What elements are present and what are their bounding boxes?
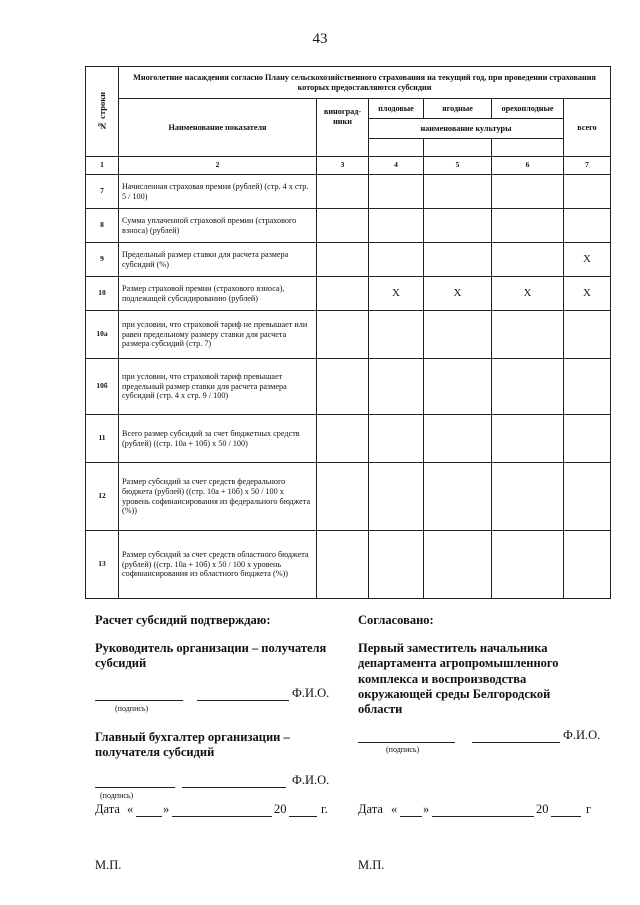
row-number: 10б (86, 359, 119, 415)
col-berry-header: ягодные (424, 99, 492, 119)
row-number: 10а (86, 311, 119, 359)
head-signature-line (95, 700, 183, 701)
table-row (86, 175, 611, 209)
cell-vineyards (317, 277, 369, 311)
accountant-name-line (182, 787, 286, 788)
cell-total (564, 359, 611, 415)
cell-total (564, 463, 611, 531)
table-row (86, 277, 611, 311)
row-label: Начисленная страховая премия (рублей) (стр. 4 х стр. 5 / 100) (119, 175, 317, 209)
cell-total (564, 531, 611, 599)
row-number-header: № строки (96, 92, 107, 131)
cell-nut (492, 243, 564, 277)
crop-name-header: наименование культуры (369, 119, 564, 139)
right-year-suffix: г (586, 802, 592, 816)
cell-total (564, 415, 611, 463)
crop-cell-nut (492, 139, 564, 157)
row-number-header-cell (86, 67, 119, 157)
table-row (86, 531, 611, 599)
cell-berry (424, 415, 492, 463)
row-label: Размер страховой премии (страхового взноса), подлежащей субсидированию (рублей) (119, 277, 317, 311)
cell-fruit (369, 359, 424, 415)
head-signature-caption: (подпись) (115, 704, 149, 713)
deputy-signature-caption: (подпись) (386, 745, 420, 754)
table-row (86, 415, 611, 463)
left-year-suffix: г. (321, 802, 328, 816)
crop-cell-berry (424, 139, 492, 157)
row-number: 8 (86, 209, 119, 243)
cell-fruit: X (369, 277, 424, 311)
cell-vineyards (317, 175, 369, 209)
cell-nut (492, 531, 564, 599)
left-date-label: Дата (95, 802, 120, 816)
left-date-day-line (136, 816, 162, 817)
deputy-signature-line (358, 742, 455, 743)
right-heading: Согласовано: (358, 613, 434, 627)
row-number: 12 (86, 463, 119, 531)
cell-berry (424, 531, 492, 599)
cell-nut (492, 463, 564, 531)
head-title: Руководитель организации – получателя субсидий (95, 641, 327, 671)
column-number: 4 (369, 157, 424, 175)
row-number: 7 (86, 175, 119, 209)
deputy-name-line (472, 742, 560, 743)
col-nut-header: орехоплодные (492, 99, 564, 119)
table-row (86, 311, 611, 359)
cell-fruit (369, 415, 424, 463)
group-header: Многолетние насаждения согласно Плану сельскохозяйственного страхования на текущий год, при проведении страхования которых предоставляются субсидии (119, 67, 611, 99)
row-number: 9 (86, 243, 119, 277)
table-row (86, 463, 611, 531)
cell-vineyards (317, 415, 369, 463)
col-total-header: всего (564, 99, 611, 157)
cell-nut (492, 415, 564, 463)
right-date-day-line (400, 816, 422, 817)
row-number: 13 (86, 531, 119, 599)
column-numbers-row (86, 157, 611, 175)
left-year-line (289, 816, 317, 817)
column-number: 3 (317, 157, 369, 175)
right-date-open-quote: « (391, 802, 398, 816)
cell-total (564, 175, 611, 209)
chief-accountant-title: Главный бухгалтер организации – получателя субсидий (95, 730, 290, 760)
deputy-fio-label: Ф.И.О. (563, 728, 601, 742)
cell-vineyards (317, 359, 369, 415)
cell-fruit (369, 311, 424, 359)
cell-berry (424, 359, 492, 415)
cell-nut (492, 359, 564, 415)
cell-nut: X (492, 277, 564, 311)
table-row (86, 243, 611, 277)
col-vineyards-header: виноград-ники (317, 99, 369, 157)
cell-fruit (369, 243, 424, 277)
right-date-close-quote: » (423, 802, 430, 816)
cell-nut (492, 175, 564, 209)
indicator-header: Наименование показателя (119, 99, 317, 157)
row-label: при условии, что страховой тариф превышает предельный размер ставки для расчета размера субсидий (стр. 4 х стр. 9 / 100) (119, 359, 317, 415)
cell-berry (424, 243, 492, 277)
cell-vineyards (317, 463, 369, 531)
cell-berry (424, 311, 492, 359)
left-year-prefix: 20 (274, 802, 287, 816)
right-date-label: Дата (358, 802, 383, 816)
left-date-month-line (172, 816, 272, 817)
column-number: 2 (119, 157, 317, 175)
cell-berry: X (424, 277, 492, 311)
subsidy-table (85, 66, 611, 599)
cell-vineyards (317, 209, 369, 243)
right-year-prefix: 20 (536, 802, 549, 816)
deputy-title: Первый заместитель начальника департамента агропромышленного комплекса и воспроизводства окружающей среды Белгородской области (358, 641, 559, 716)
cell-vineyards (317, 531, 369, 599)
cell-total (564, 209, 611, 243)
cell-fruit (369, 531, 424, 599)
left-date-close-quote: » (163, 802, 170, 816)
row-label: Размер субсидий за счет средств областного бюджета (рублей) ((стр. 10а + 10б) х 50 / 100 х уровень софинансирования из областного бюджета (%)) (119, 531, 317, 599)
left-date-open-quote: « (127, 802, 134, 816)
col-fruit-header: плодовые (369, 99, 424, 119)
row-number: 10 (86, 277, 119, 311)
row-label: Размер субсидий за счет средств федерального бюджета (рублей) ((стр. 10а + 10б) х 50 / 100 х уровень софинансирования из федерального бюджета (%)) (119, 463, 317, 531)
row-label: Всего размер субсидий за счет бюджетных средств (рублей) ((стр. 10а + 10б) х 50 / 100) (119, 415, 317, 463)
row-label: при условии, что страховой тариф не превышает или равен предельному размеру ставки для расчета размера субсидий (стр. 7) (119, 311, 317, 359)
cell-berry (424, 209, 492, 243)
row-label: Предельный размер ставки для расчета размера субсидий (%) (119, 243, 317, 277)
cell-berry (424, 175, 492, 209)
table-row (86, 359, 611, 415)
head-name-line (197, 700, 289, 701)
cell-vineyards (317, 243, 369, 277)
right-year-line (551, 816, 581, 817)
accountant-signature-caption: (подпись) (100, 791, 134, 800)
cell-vineyards (317, 311, 369, 359)
column-number: 7 (564, 157, 611, 175)
column-number: 1 (86, 157, 119, 175)
cell-fruit (369, 209, 424, 243)
crop-cell-fruit (369, 139, 424, 157)
cell-total (564, 311, 611, 359)
cell-nut (492, 311, 564, 359)
cell-berry (424, 463, 492, 531)
cell-nut (492, 209, 564, 243)
accountant-signature-line (95, 787, 175, 788)
cell-fruit (369, 463, 424, 531)
right-date-month-line (432, 816, 534, 817)
cell-total: X (564, 277, 611, 311)
table-row (86, 209, 611, 243)
accountant-fio-label: Ф.И.О. (292, 773, 330, 787)
head-fio-label: Ф.И.О. (292, 686, 330, 700)
page-number: 43 (312, 31, 328, 47)
right-seal-label: М.П. (358, 858, 385, 872)
column-number: 5 (424, 157, 492, 175)
cell-fruit (369, 175, 424, 209)
column-number: 6 (492, 157, 564, 175)
cell-total: X (564, 243, 611, 277)
left-seal-label: М.П. (95, 858, 122, 872)
row-label: Сумма уплаченной страховой премии (страхового взноса) (рублей) (119, 209, 317, 243)
left-heading: Расчет субсидий подтверждаю: (95, 613, 271, 627)
row-number: 11 (86, 415, 119, 463)
